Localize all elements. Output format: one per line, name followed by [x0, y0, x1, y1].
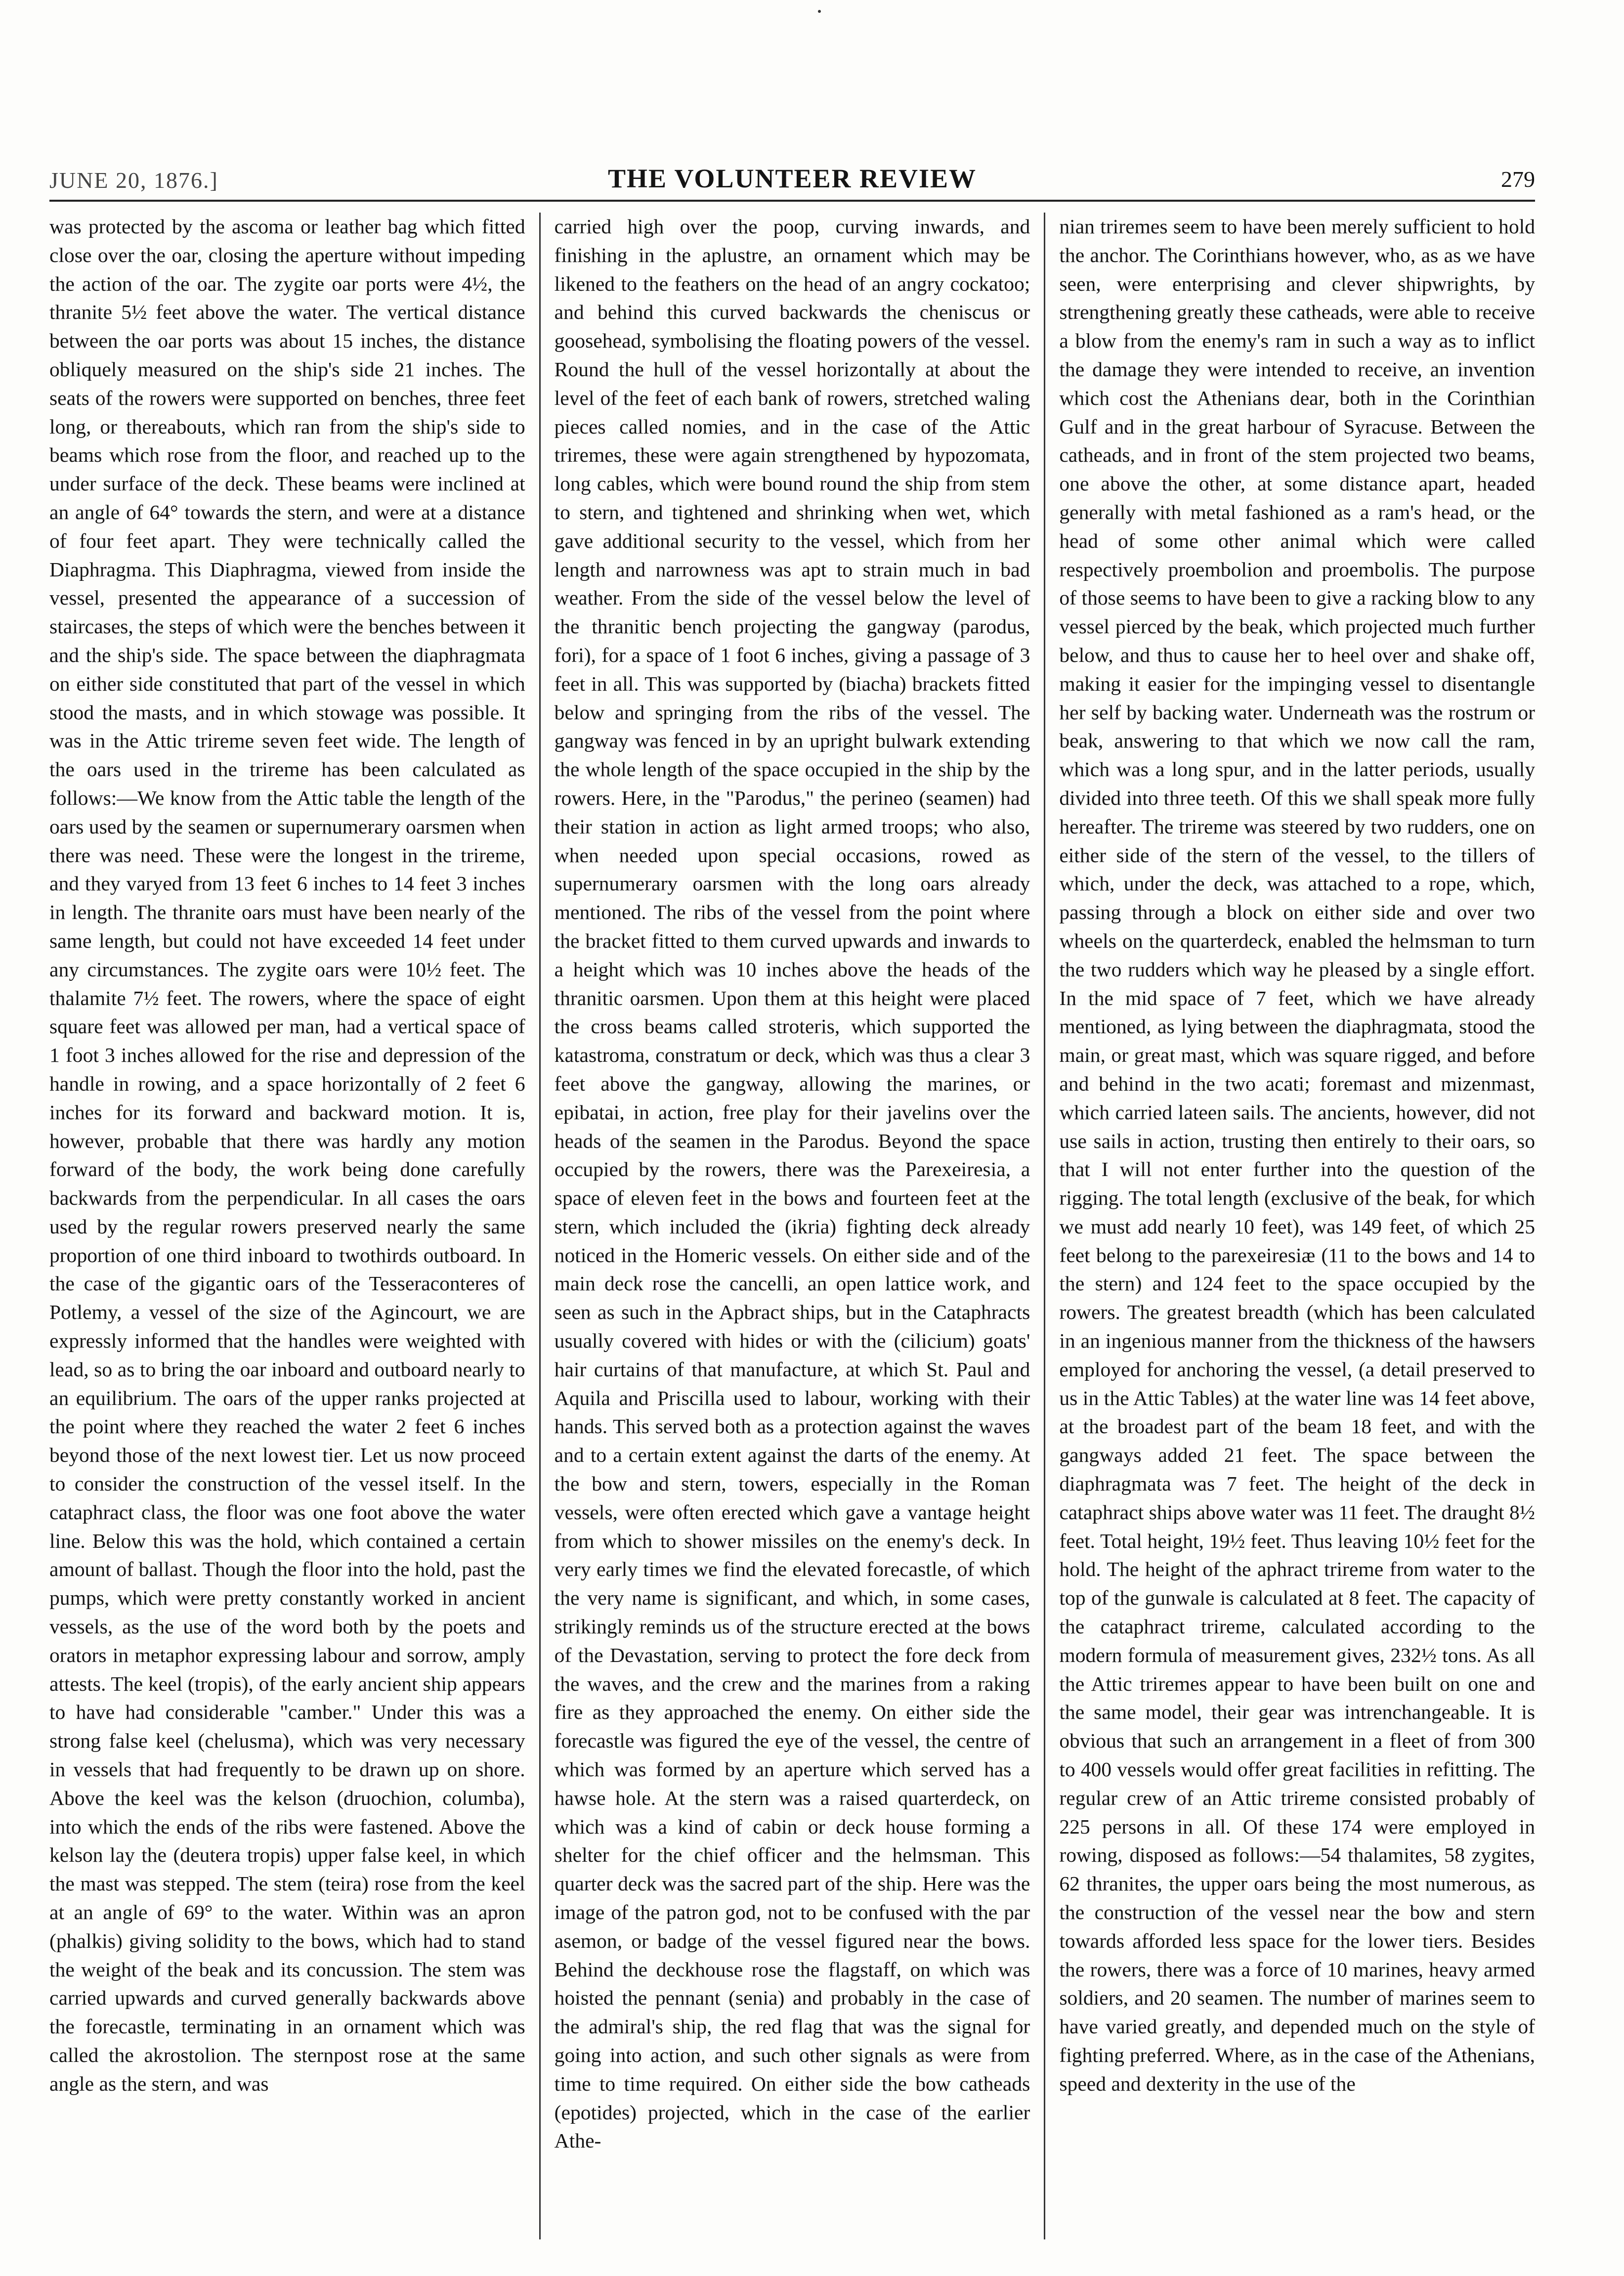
- page-header: [49, 163, 1535, 202]
- page-number: 279: [1501, 167, 1535, 192]
- column-2: [539, 213, 1044, 2239]
- header-date: JUNE 20, 1876.]: [49, 168, 218, 193]
- column-1-text: was protected by the ascoma or leather bag which fitted close over the oar, closing the aperture without impeding the action of the oar. The zygite oar ports were 4½, the thranite 5½ feet above the water. The vertical distance between the oar ports was about 15 inches, the distance obliquely measured on the ship's side 21 inches. The seats of the rowers were supported on benches, three feet long, or thereabouts, which ran from the ship's side to beams which rose from the floor, and reached up to the under surface of the deck. These beams were inclined at an angle of 64° towards the stern, and were at a distance of four feet apart. They were technically called the Diaphragma. This Diaphragma, viewed from inside the vessel, presented the appearance of a succession of staircases, the steps of which were the benches between it and the ship's side. The space between the diaphragmata on either side constituted that part of the vessel in which stood the masts, and in which stowage was possible. It was in the Attic trireme seven feet wide. The length of the oars used in the trireme has been calculated as follows:—We know from the Attic table the length of the oars used by the seamen or supernumerary oarsmen when there was need. These were the longest in the trireme, and they varyed from 13 feet 6 inches to 14 feet 3 inches in length. The thranite oars must have been nearly of the same length, but could not have exceeded 14 feet under any circumstances. The zygite oars were 10½ feet. The thalamite 7½ feet. The rowers, where the space of eight square feet was allowed per man, had a vertical space of 1 foot 3 inches allowed for the rise and depression of the handle in rowing, and a space horizontally of 2 feet 6 inches for its forward and backward motion. It is, however, probable that there was hardly any motion forward of the body, the work being done carefully backwards from the perpendicular. In all cases the oars used by the regular rowers preserved nearly the same proportion of one third inboard to twothirds outboard. In the case of the gigantic oars of the Tesseraconteres of Potlemy, a vessel of the size of the Agincourt, we are expressly informed that the handles were weighted with lead, so as to bring the oar inboard and outboard nearly to an equilibrium. The oars of the upper ranks projected at the point where they reached the water 2 feet 6 inches beyond those of the next lowest tier. Let us now proceed to consider the construction of the vessel itself. In the cataphract class, the floor was one foot above the water line. Below this was the hold, which contained a certain amount of ballast. Though the floor into the hold, past the pumps, which were pretty constantly worked in ancient vessels, as the use of the word both by the poets and orators in metaphor expressing labour and sorrow, amply attests. The keel (tropis), of the early ancient ship appears to have had considerable "camber." Under this was a strong false keel (chelusma), which was very necessary in vessels that had frequently to be drawn up on shore. Above the keel was the kelson (druochion, columba), into which the ends of the ribs were fastened. Above the kelson lay the (deutera tropis) upper false keel, in which the mast was stepped. The stem (teira) rose from the keel at an angle of 69° to the water. Within was an apron (phalkis) giving solidity to the bows, which had to stand the weight of the beak and its concussion. The stem was carried upwards and curved generally backwards above the forecastle, terminating in an ornament which was called the akrostolion. The sternpost rose at the same angle as the stern, and was: [49, 215, 525, 2095]
- column-3: [1044, 213, 1535, 2239]
- article-columns: [49, 213, 1535, 2239]
- column-2-text: carried high over the poop, curving inwards, and finishing in the aplustre, an ornament which may be likened to the feathers on the head of an angry cockatoo; and behind this curved backwards the cheniscus or goosehead, symbolising the floating powers of the vessel. Round the hull of the vessel horizontally at about the level of the feet of each bank of rowers, stretched waling pieces called nomies, and in the case of the Attic triremes, these were again strengthened by hypozomata, long cables, which were bound round the ship from stem to stern, and tightened and shrinking when wet, which gave additional security to the vessel, which from her length and narrowness was apt to strain much in bad weather. From the side of the vessel below the level of the thranitic bench projecting the gangway (parodus, fori), for a space of 1 foot 6 inches, giving a passage of 3 feet in all. This was supported by (biacha) brackets fitted below and springing from the ribs of the vessel. The gangway was fenced in by an upright bulwark extending the whole length of the space occupied in the ship by the rowers. Here, in the "Parodus," the perineo (seamen) had their station in action as light armed troops; who also, when needed upon special occasions, rowed as supernumerary oarsmen with the long oars already mentioned. The ribs of the vessel from the point where the bracket fitted to them curved upwards and inwards to a height which was 10 inches above the heads of the thranitic oarsmen. Upon them at this height were placed the cross beams called stroteris, which supported the katastroma, constratum or deck, which was thus a clear 3 feet above the gangway, allowing the marines, or epibatai, in action, free play for their javelins over the heads of the seamen in the Parodus. Beyond the space occupied by the rowers, there was the Parexeiresia, a space of eleven feet in the bows and fourteen feet at the stern, which included the (ikria) fighting deck already noticed in the Homeric vessels. On either side and of the main deck rose the cancelli, an open lattice work, and seen as such in the Apbract ships, but in the Cataphracts usually covered with hides or with the (cilicium) goats' hair curtains of that manufacture, at which St. Paul and Aquila and Priscilla used to labour, working with their hands. This served both as a protection against the waves and to a certain extent against the darts of the enemy. At the bow and stern, towers, especially in the Roman vessels, were often erected which gave a vantage height from which to shower missiles on the enemy's deck. In very early times we find the elevated forecastle, of which the very name is significant, and which, in some cases, strikingly reminds us of the structure erected at the bows of the Devastation, serving to protect the fore deck from the waves, and the crew and the marines from a raking fire as they approached the enemy. On either side the forecastle was figured the eye of the vessel, the centre of which was formed by an aperture which served has a hawse hole. At the stern was a raised quarterdeck, on which was a kind of cabin or deck house forming a shelter for the chief officer and the helmsman. This quarter deck was the sacred part of the ship. Here was the image of the patron god, not to be confused with the par asemon, or badge of the vessel figured near the bows. Behind the deckhouse rose the flagstaff, on which was hoisted the pennant (senia) and probably in the case of the admiral's ship, the red flag that was the signal for going into action, and such other signals as were from time to time required. On either side the bow catheads (epotides) projected, which in the case of the earlier Athe-: [554, 215, 1030, 2152]
- ink-speck: [818, 10, 821, 13]
- publication-title: THE VOLUNTEER REVIEW: [607, 164, 977, 193]
- column-3-text: nian triremes seem to have been merely sufficient to hold the anchor. The Corinthians however, who, as as we have seen, were enterprising and clever shipwrights, by strengthening greatly these catheads, were able to receive a blow from the enemy's ram in such a way as to inflict the damage they were intended to receive, an invention which cost the Athenians dear, both in the Corinthian Gulf and in the great harbour of Syracuse. Between the catheads, and in front of the stem projected two beams, one above the other, at some distance apart, headed generally with metal fashioned as a ram's head, or the head of some other animal which were called respectively proembolion and proembolis. The purpose of those seems to have been to give a racking blow to any vessel pierced by the beak, which projected much further below, and thus to cause her to heel over and shake off, making it easier for the impinging vessel to disentangle her self by backing water. Underneath was the rostrum or beak, answering to that which we now call the ram, which was a long spur, and in the latter periods, usually divided into three teeth. Of this we shall speak more fully hereafter. The trireme was steered by two rudders, one on either side of the stern of the vessel, to the tillers of which, under the deck, was attached to a rope, which, passing through a block on either side and over two wheels on the quarterdeck, enabled the helmsman to turn the two rudders which way he pleased by a single effort. In the mid space of 7 feet, which we have already mentioned, as lying between the diaphragmata, stood the main, or great mast, which was square rigged, and before and behind in the two acati; foremast and mizenmast, which carried lateen sails. The ancients, however, did not use sails in action, trusting then entirely to their oars, so that I will not enter further into the question of the rigging. The total length (exclusive of the beak, for which we must add nearly 10 feet), was 149 feet, of which 25 feet belong to the parexeiresiæ (11 to the bows and 14 to the stern) and 124 feet to the space occupied by the rowers. The greatest breadth (which has been calculated in an ingenious manner from the thickness of the hawsers employed for anchoring the vessel, (a detail preserved to us in the Attic Tables) at the water line was 14 feet above, at the broadest part of the beam 18 feet, and with the gangways added 21 feet. The space between the diaphragmata was 7 feet. The height of the deck in cataphract ships above water was 11 feet. The draught 8½ feet. Total height, 19½ feet. Thus leaving 10½ feet for the hold. The height of the aphract trireme from water to the top of the gunwale is calculated at 8 feet. The capacity of the cataphract trireme, calculated according to the modern formula of measurement gives, 232½ tons. As all the Attic triremes appear to have been built on one and the same model, their gear was intrenchangeable. It is obvious that such an arrangement in a fleet of from 300 to 400 vessels would offer great facilities in refitting. The regular crew of an Attic trireme consisted probably of 225 persons in all. Of these 174 were employed in rowing, disposed as follows:—54 thalamites, 58 zygites, 62 thranites, the upper oars being the most numerous, as the construction of the vessel near the bow and stern towards afforded less space for the lower tiers. Besides the rowers, there was a force of 10 marines, heavy armed soldiers, and 20 seamen. The number of marines seem to have varied greatly, and depended much on the style of fighting preferred. Where, as in the case of the Athenians, speed and dexterity in the use of the: [1059, 215, 1536, 2095]
- column-1: [49, 213, 539, 2239]
